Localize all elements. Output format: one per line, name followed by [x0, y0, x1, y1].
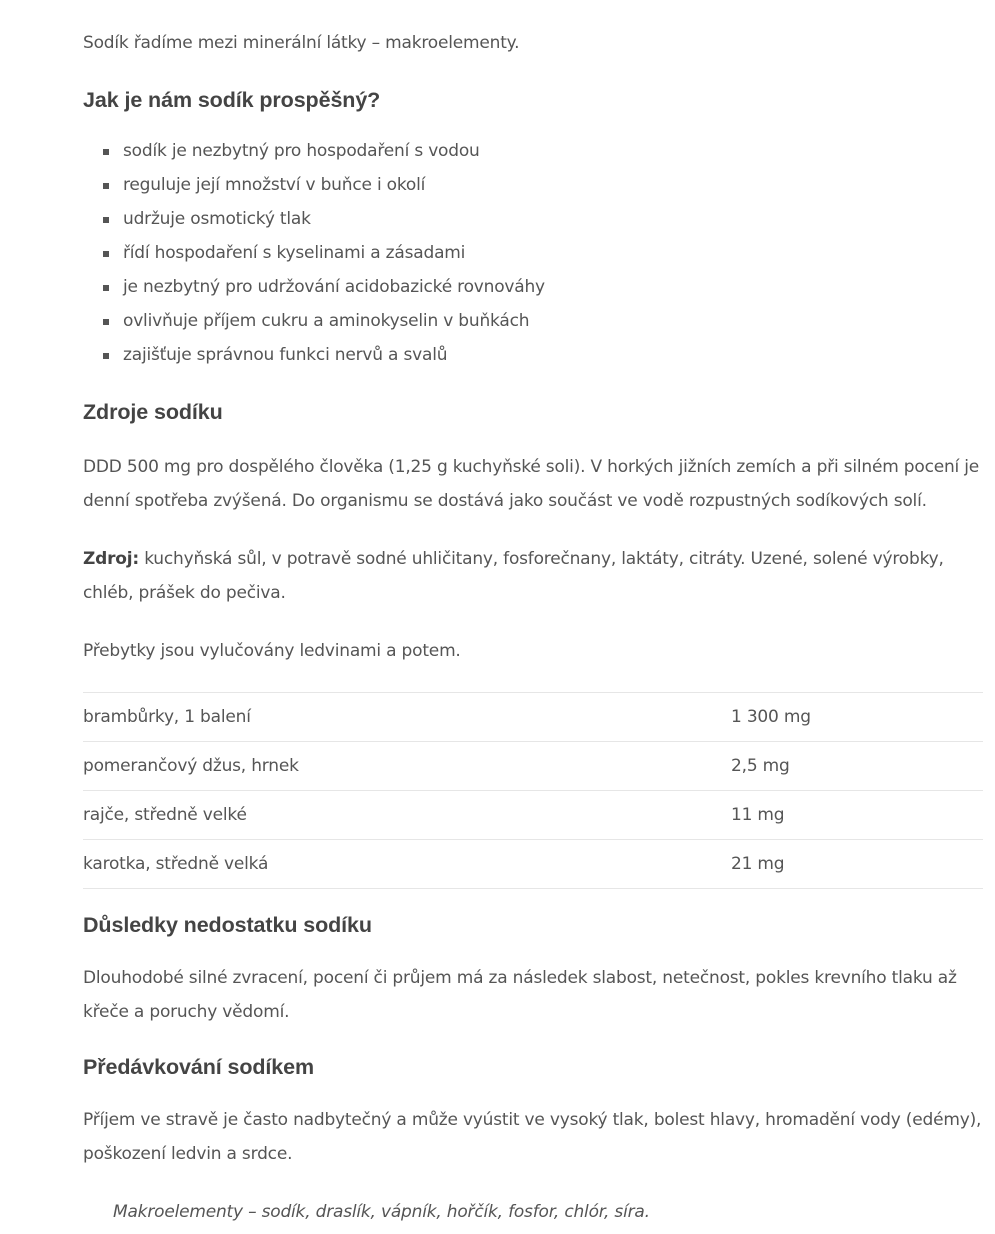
- amount-cell: 11 mg: [731, 805, 785, 825]
- food-cell: pomerančový džus, hrnek: [83, 756, 299, 776]
- elements-quote: Makroelementy – sodík, draslík, vápník, hořčík, fosfor, chlór, síra.: [113, 1202, 650, 1222]
- intro-paragraph: Sodík řadíme mezi minerální látky – makroelementy.: [83, 33, 520, 53]
- food-cell: rajče, středně velké: [83, 805, 247, 825]
- food-cell: brambůrky, 1 balení: [83, 707, 251, 727]
- bullet-square-icon: [103, 353, 109, 359]
- bullet-square-icon: [103, 251, 109, 257]
- zdroj-paragraph: [83, 542, 983, 610]
- benefits-heading: Jak je nám sodík prospěšný?: [83, 88, 381, 112]
- table-row: [83, 840, 983, 889]
- food-cell: karotka, středně velká: [83, 854, 269, 874]
- deficiency-heading: Důsledky nedostatku sodíku: [83, 913, 372, 937]
- benefits-list: [83, 134, 983, 372]
- amount-cell: 21 mg: [731, 854, 785, 874]
- sources-paragraph: DDD 500 mg pro dospělého člověka (1,25 g kuchyňské soli). V horkých jižních zemích a při silném pocení je denní spotřeba zvýšená. Do organismu se dostává jako součást ve vodě rozpustných sodíkových solí.: [83, 457, 980, 511]
- bullet-square-icon: [103, 183, 109, 189]
- list-item: je nezbytný pro udržování acidobazické rovnováhy: [83, 270, 983, 304]
- excess-paragraph: Přebytky jsou vylučovány ledvinami a potem.: [83, 641, 461, 661]
- article-content: [83, 0, 983, 1229]
- bullet-square-icon: [103, 319, 109, 325]
- bullet-square-icon: [103, 149, 109, 155]
- deficiency-paragraph: Dlouhodobé silné zvracení, pocení či průjem má za následek slabost, netečnost, pokles krevního tlaku až křeče a poruchy vědomí.: [83, 968, 957, 1022]
- sources-heading: Zdroje sodíku: [83, 400, 223, 424]
- zdroj-label: Zdroj:: [83, 549, 139, 569]
- list-item: reguluje její množství v buňce i okolí: [83, 168, 983, 202]
- zdroj-text: kuchyňská sůl, v potravě sodné uhličitany, fosforečnany, laktáty, citráty. Uzené, solené výrobky, chléb, prášek do pečiva.: [83, 549, 944, 603]
- bullet-square-icon: [103, 217, 109, 223]
- bullet-square-icon: [103, 285, 109, 291]
- table-row: [83, 742, 983, 791]
- list-item: udržuje osmotický tlak: [83, 202, 983, 236]
- overdose-heading: Předávkování sodíkem: [83, 1055, 315, 1079]
- overdose-paragraph: Příjem ve stravě je často nadbytečný a může vyústit ve vysoký tlak, bolest hlavy, hromadění vody (edémy), poškození ledvin a srdce.: [83, 1110, 982, 1164]
- sodium-content-table: [83, 692, 983, 889]
- list-item: sodík je nezbytný pro hospodaření s vodou: [83, 134, 983, 168]
- list-item: zajišťuje správnou funkci nervů a svalů: [83, 338, 983, 372]
- amount-cell: 2,5 mg: [731, 756, 790, 776]
- list-item: ovlivňuje příjem cukru a aminokyselin v buňkách: [83, 304, 983, 338]
- table-row: [83, 791, 983, 840]
- table-row: [83, 693, 983, 742]
- list-item: řídí hospodaření s kyselinami a zásadami: [83, 236, 983, 270]
- amount-cell: 1 300 mg: [731, 707, 811, 727]
